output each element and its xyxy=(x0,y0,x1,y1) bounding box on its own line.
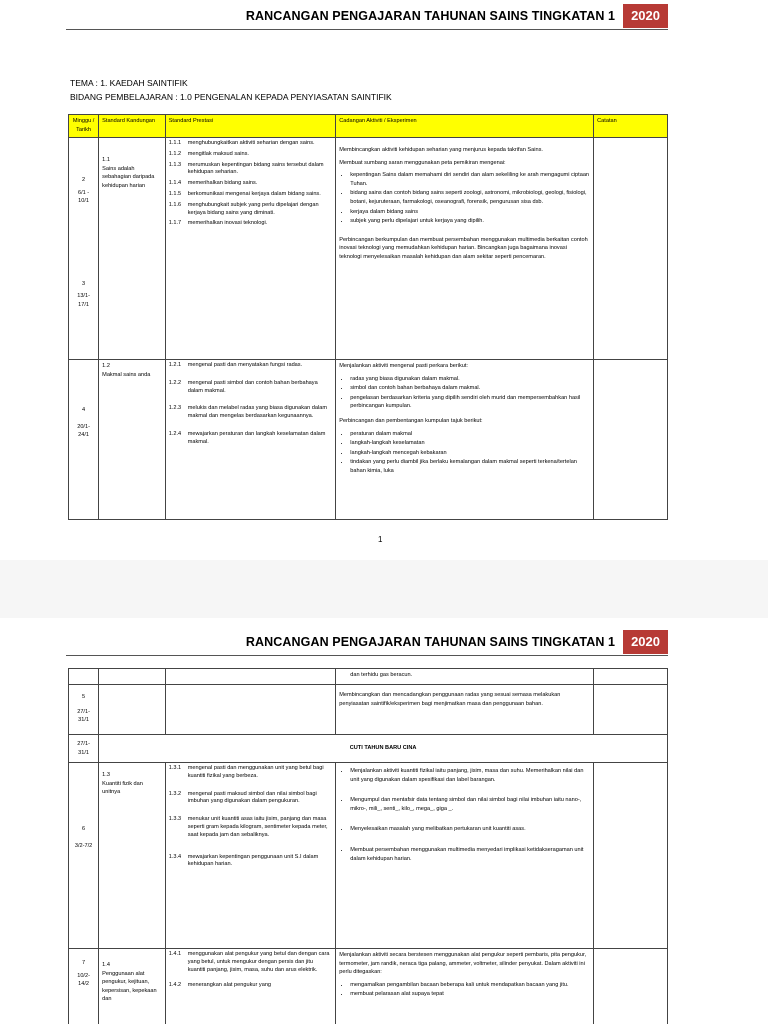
content-standard-text: Sains adalah sebahagian daripada kehidupan harian xyxy=(102,165,155,189)
activity-paragraph: Perbincangan dan pembentangan kumpulan tajuk berikut: xyxy=(339,417,483,424)
holiday-row xyxy=(69,735,668,763)
week-cell xyxy=(69,685,99,735)
header-year-badge: 2020 xyxy=(623,630,668,654)
page-header xyxy=(246,630,668,654)
table-row xyxy=(69,360,668,520)
notes-cell xyxy=(594,763,668,949)
header-title: RANCANGAN PENGAJARAN TAHUNAN SAINS TINGKATAN 1 xyxy=(245,9,616,23)
list-item: • Menjalankan aktiviti kuantiti fizikal iaitu panjang, jisim, masa dan suhu. Memerihalkan nilai dan unit yang digunakan dalam spesifikasi dan label barangan. xyxy=(350,767,590,784)
content-standard-number: 1.3 xyxy=(102,772,110,778)
holiday-date: 27/1-31/1 xyxy=(77,740,90,756)
list-item: • langkah-langkah mencegah kebakaran xyxy=(350,449,590,458)
week-number: 5 xyxy=(82,694,86,700)
week-cell xyxy=(69,735,99,763)
week-date: 6/1 - 10/1 xyxy=(77,189,90,205)
performance-standard-item: 1.1.7 memerihalkan inovasi teknologi. xyxy=(168,220,268,227)
activities-cell: dan terhidu gas beracun. xyxy=(336,669,594,685)
list-item: • kerjaya dalam bidang sains xyxy=(350,208,590,217)
list-item: • Mengumpul dan mentafsir data tentang simbol dan nilai simbol bagi nilai imbuhan iaitu nano-, mikro-, mili_, senti_, kilo_, mega_, giga _. xyxy=(350,796,590,813)
activities-cell xyxy=(336,949,594,1024)
performance-standard-item: 1.3.3 menukar unit kuantiti asas iaitu jisim, panjang dan masa seperti gram kepada kilogram, sentimeter kepada meter, saat kepada jam dan sebaliknya. xyxy=(168,816,328,838)
list-item: • Membuat persembahan menggunakan multimedia menyedari implikasi ketidakseragaman unit dalam kehidupan harian. xyxy=(350,846,590,863)
list-item: • subjek yang perlu dipelajari untuk kerjaya yang dipilih. xyxy=(350,217,590,226)
performance-standard-item: 1.3.4 mewajarkan kepentingan penggunaan unit S.I dalam kehidupan harian. xyxy=(168,853,319,868)
list-item: • membuat pelarasan alat supaya tepat xyxy=(350,990,590,999)
performance-standard-item: 1.1.5 berkomunikasi mengenai kerjaya dalam bidang sains. xyxy=(168,190,321,197)
column-header-performance-standard: Standard Prestasi xyxy=(165,115,336,138)
activity-paragraph: Menjalankan aktiviti secara berstesen menggunakan alat pengukur seperti pembaris, pita pengukur, termometer, jam randik, neraca tiga palang, ammeter, voltmeter, silinder penyukat. Dalam aktiviti ini perlu ditegaskan: xyxy=(339,952,587,976)
content-standard-cell xyxy=(99,949,166,1024)
activity-list xyxy=(339,767,590,863)
activities-cell xyxy=(336,763,594,949)
performance-standard-item: 1.1.2 mengitlak maksud sains. xyxy=(168,150,249,157)
week-date: 10/2-14/2 xyxy=(77,972,90,988)
performance-standard-cell xyxy=(165,669,336,685)
performance-standard-cell xyxy=(165,685,336,735)
column-header-week: Minggu / Tarikh xyxy=(69,115,99,138)
week-date: 13/1-17/1 xyxy=(77,293,90,308)
activities-cell xyxy=(336,138,594,360)
performance-standard-item: 1.3.1 mengenal pasti dan menggunakan unit yang betul bagi kuantiti fizikal yang berbeza. xyxy=(168,765,324,779)
table-row xyxy=(69,949,668,1024)
page-gap xyxy=(0,560,768,618)
performance-standard-item: 1.1.4 memerihalkan bidang sains. xyxy=(168,180,258,187)
content-standard-cell xyxy=(99,763,166,949)
week-number: 7 xyxy=(82,960,86,966)
notes-cell xyxy=(594,360,668,520)
content-standard-cell xyxy=(99,360,166,520)
performance-standard-item: 1.2.2 mengenal pasti simbol dan contoh bahan berbahaya dalam makmal. xyxy=(168,379,318,394)
column-header-notes: Catatan xyxy=(594,115,668,138)
week-number: 4 xyxy=(82,407,86,413)
list-item: • Menyelesaikan masalah yang melibatkan pertukaran unit kuantiti asas. xyxy=(350,825,590,834)
week-date: 27/1-31/1 xyxy=(77,708,90,724)
performance-standard-item: 1.2.1 mengenal pasti dan menyatakan fungsi radas. xyxy=(168,362,303,368)
activity-list xyxy=(339,981,590,999)
activity-paragraph: Membuat sumbang saran menggunakan peta pemikiran mengenai: xyxy=(339,159,506,166)
week-cell xyxy=(69,669,99,685)
notes-cell xyxy=(594,669,668,685)
performance-standard-item: 1.4.2 menerangkan alat pengukur yang xyxy=(168,982,272,989)
page-number: 1 xyxy=(378,535,383,544)
activity-paragraph: Membincangkan aktiviti kehidupan seharian yang menjurus kepada takrifan Sains. xyxy=(339,147,543,153)
activity-paragraph: Perbincangan berkumpulan dan membuat persembahan menggunakan multimedia berkaitan contoh inovasi teknologi yang memudahkan kehidupan harian. Bincangkan juga bagaimana inovasi teknologi menyelesaikan masalah kehidupan dan alam sekitar seperti pencemaran. xyxy=(339,236,588,260)
list-item: • peraturan dalam makmal xyxy=(350,430,590,439)
list-item: • langkah-langkah keselamatan xyxy=(350,439,590,448)
list-item: • simbol dan contoh bahan berbahaya dalam makmal. xyxy=(350,384,590,393)
activity-list xyxy=(339,430,590,476)
table-row xyxy=(69,685,668,735)
content-standard-number: 1.2 xyxy=(102,363,110,369)
week-date: 3/2-7/2 xyxy=(74,842,93,849)
performance-standard-cell xyxy=(165,138,336,360)
header-divider xyxy=(66,29,668,30)
week-cell xyxy=(69,763,99,949)
performance-standard-item: 1.4.1 menggunakan alat pengukur yang betul dan dengan cara yang betul, untuk mengukur dengan persis dan jitu kuantiti panjang, jisim, masa, suhu dan arus elektrik. xyxy=(168,951,330,973)
notes-cell xyxy=(594,138,668,360)
content-standard-cell xyxy=(99,138,166,360)
week-number: 3 xyxy=(82,280,86,287)
holiday-label: CUTI TAHUN BARU CINA xyxy=(99,735,668,763)
performance-standard-item: 1.1.1 menghubungkaitkan aktiviti seharian dengan sains. xyxy=(168,140,315,146)
list-item: • tindakan yang perlu diambil jika berlaku kemalangan dalam makmal seperti terkena/tertelan bahan kimia, luka xyxy=(350,458,590,475)
week-cell xyxy=(69,138,99,360)
week-cell xyxy=(69,949,99,1024)
performance-standard-item: 1.1.6 menghubungkait subjek yang perlu dipelajari dengan kerjaya bidang sains yang diminati. xyxy=(168,201,319,216)
lesson-plan-table xyxy=(68,114,668,520)
table-row xyxy=(69,138,668,360)
activities-cell xyxy=(336,685,594,735)
header-divider xyxy=(66,655,668,656)
week-cell xyxy=(69,360,99,520)
table-row xyxy=(69,763,668,949)
week-number: 6 xyxy=(82,826,86,832)
list-item: • radas yang biasa digunakan dalam makmal. xyxy=(350,375,590,384)
activity-paragraph: Menjalankan aktiviti mengenal pasti perkara berikut: xyxy=(339,363,468,369)
header-year-badge: 2020 xyxy=(623,4,668,28)
activities-cell xyxy=(336,360,594,520)
document-page-2 xyxy=(0,618,768,1024)
column-header-content-standard: Standard Kandungan xyxy=(99,115,166,138)
activity-list xyxy=(339,171,590,226)
content-standard-text: Makmal sains anda xyxy=(102,371,151,378)
column-header-activities: Cadangan Aktiviti / Eksperimen xyxy=(336,115,594,138)
content-standard-cell xyxy=(99,685,166,735)
performance-standard-cell xyxy=(165,949,336,1024)
page-header xyxy=(246,4,668,28)
content-standard-number: 1.1 xyxy=(102,157,110,163)
learning-area-label: BIDANG PEMBELAJARAN : 1.0 PENGENALAN KEPADA PENYIASATAN SAINTIFIK xyxy=(70,92,392,102)
content-standard-text: Kuantiti fizik dan unitnya xyxy=(102,780,143,796)
theme-label: TEMA : 1. KAEDAH SAINTIFIK xyxy=(70,78,188,88)
list-item: • pengelasan berdasarkan kriteria yang dipilih sendiri oleh murid dan mempersembahkan hasil perbincangan kumpulan. xyxy=(350,394,590,411)
list-item: • bidang sains dan contoh bidang sains seperti zoologi, astronomi, mikrobiologi, geologi, fisiologi, botani, kejuruteraan, farmakologi, oseanografi, forensik, pengurusan sisa dsb. xyxy=(350,189,590,206)
performance-standard-item: 1.3.2 mengenal pasti maksud simbol dan nilai simbol bagi imbuhan yang digunakan dalam pengukuran. xyxy=(168,790,317,805)
table-row xyxy=(69,669,668,685)
performance-standard-item: 1.1.3 merumuskan kepentingan bidang sains tersebut dalam kehidupan seharian. xyxy=(168,161,324,176)
activity-paragraph: Membincangkan dan mencadangkan penggunaan radas yang sesuai semasa melakukan penyiasatan saintifik/eksperimen bagi menjimatkan masa dan penggunaan bahan. xyxy=(339,692,561,707)
list-item: • kepentingan Sains dalam memahami diri sendiri dan alam sekeliling ke arah mengagumi ciptaan Tuhan. xyxy=(350,171,590,188)
performance-standard-item: 1.2.3 melukis dan melabel radas yang biasa digunakan dalam makmal dan mengelas berdasarkan kegunaannya. xyxy=(168,405,328,420)
document-meta xyxy=(70,76,392,104)
lesson-plan-table-continued xyxy=(68,668,668,1024)
activity-list xyxy=(339,375,590,411)
performance-standard-cell xyxy=(165,360,336,520)
content-standard-cell xyxy=(99,669,166,685)
performance-standard-cell xyxy=(165,763,336,949)
notes-cell xyxy=(594,949,668,1024)
performance-standard-item: 1.2.4 mewajarkan peraturan dan langkah keselamatan dalam makmal. xyxy=(168,430,326,445)
week-number: 2 xyxy=(82,177,86,183)
week-date: 20/1-24/1 xyxy=(77,423,90,439)
content-standard-text: Penggunaan alat pengukur, kejituan, kepersisan, kepekaan dan xyxy=(102,970,157,1003)
notes-cell xyxy=(594,685,668,735)
header-title: RANCANGAN PENGAJARAN TAHUNAN SAINS TINGKATAN 1 xyxy=(245,635,616,649)
table-header-row xyxy=(69,115,668,138)
list-item: • mengamalkan pengambilan bacaan beberapa kali untuk mendapatkan bacaan yang jitu. xyxy=(350,981,590,990)
content-standard-number: 1.4 xyxy=(102,962,110,968)
